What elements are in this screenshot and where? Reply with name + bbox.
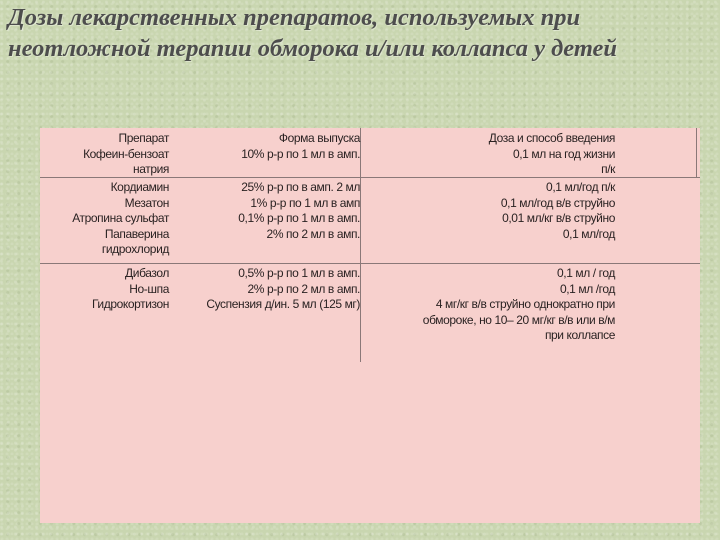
drug-name: Мезатон: [124, 195, 169, 210]
column-divider: [696, 128, 697, 177]
drug-dose: 0,1 мл /год: [559, 281, 615, 296]
drug-name: Но-шпа: [129, 281, 169, 296]
drug-dose: 0,1 мл/год: [562, 226, 615, 241]
form-column-middle: [238, 180, 360, 242]
drug-dose: 0,1 мл на год жизни: [512, 146, 615, 161]
header-dose: Доза и способ введения: [488, 131, 615, 145]
drug-name: Кофеин-бензоат: [83, 146, 169, 161]
drug-form: Суспензия д/ин. 5 мл (125 мг): [206, 297, 360, 312]
drug-form: 0,1% р-р по 1 мл в амп.: [238, 211, 360, 226]
row-divider: [40, 263, 700, 264]
drug-name: гидрохлорид: [101, 242, 169, 257]
form-column-bottom: [206, 266, 360, 313]
drug-form: 10% р-р по 1 мл в амп.: [241, 146, 360, 161]
drug-form: 2% по 2 мл в амп.: [266, 226, 360, 241]
drug-name: Атропина сульфат: [72, 211, 169, 226]
drug-name: Дибазол: [125, 266, 169, 280]
drug-form: 25% р-р по в амп. 2 мл: [241, 180, 360, 194]
header-form: Форма выпуска: [278, 131, 360, 145]
drug-column-middle: [72, 180, 169, 258]
drug-form: 2% р-р по 2 мл в амп.: [247, 281, 360, 296]
drug-column-top: [83, 131, 169, 178]
drug-name: Гидрокортизон: [91, 297, 169, 312]
drug-name: Папаверина: [104, 226, 169, 241]
drug-dose: обмороке, но 10– 20 мг/кг в/в или в/м: [422, 312, 615, 327]
dose-column-bottom: [423, 266, 615, 344]
drug-dose: 0,1 мл / год: [557, 266, 615, 280]
drug-name: натрия: [132, 162, 169, 177]
drug-name: Кордиамин: [110, 180, 169, 194]
form-column-top: [241, 131, 360, 162]
column-divider: [360, 128, 361, 362]
drug-dose: 0,1 мл/год п/к: [546, 180, 615, 194]
drug-dose: 0,01 мл/кг в/в струйно: [502, 211, 615, 226]
dosage-table: [40, 128, 700, 523]
title-line-1: Дозы лекарственных препаратов, используемых при: [8, 4, 581, 31]
drug-dose: п/к: [601, 162, 615, 177]
drug-form: 1% р-р по 1 мл в амп: [250, 195, 360, 210]
drug-dose: 0,1 мл/год в/в струйно: [500, 195, 615, 210]
drug-dose: 4 мг/кг в/в струйно однократно при: [435, 297, 615, 312]
title-line-2: неотложной терапии обморока и/или коллапса у детей: [8, 35, 618, 62]
dose-column-top: [489, 131, 615, 178]
drug-form: 0,5% р-р по 1 мл в амп.: [238, 266, 360, 280]
header-drug: Препарат: [118, 131, 169, 145]
slide-title: [8, 2, 713, 64]
drug-column-bottom: [92, 266, 169, 313]
drug-dose: при коллапсе: [544, 328, 615, 343]
dose-column-middle: [501, 180, 615, 242]
